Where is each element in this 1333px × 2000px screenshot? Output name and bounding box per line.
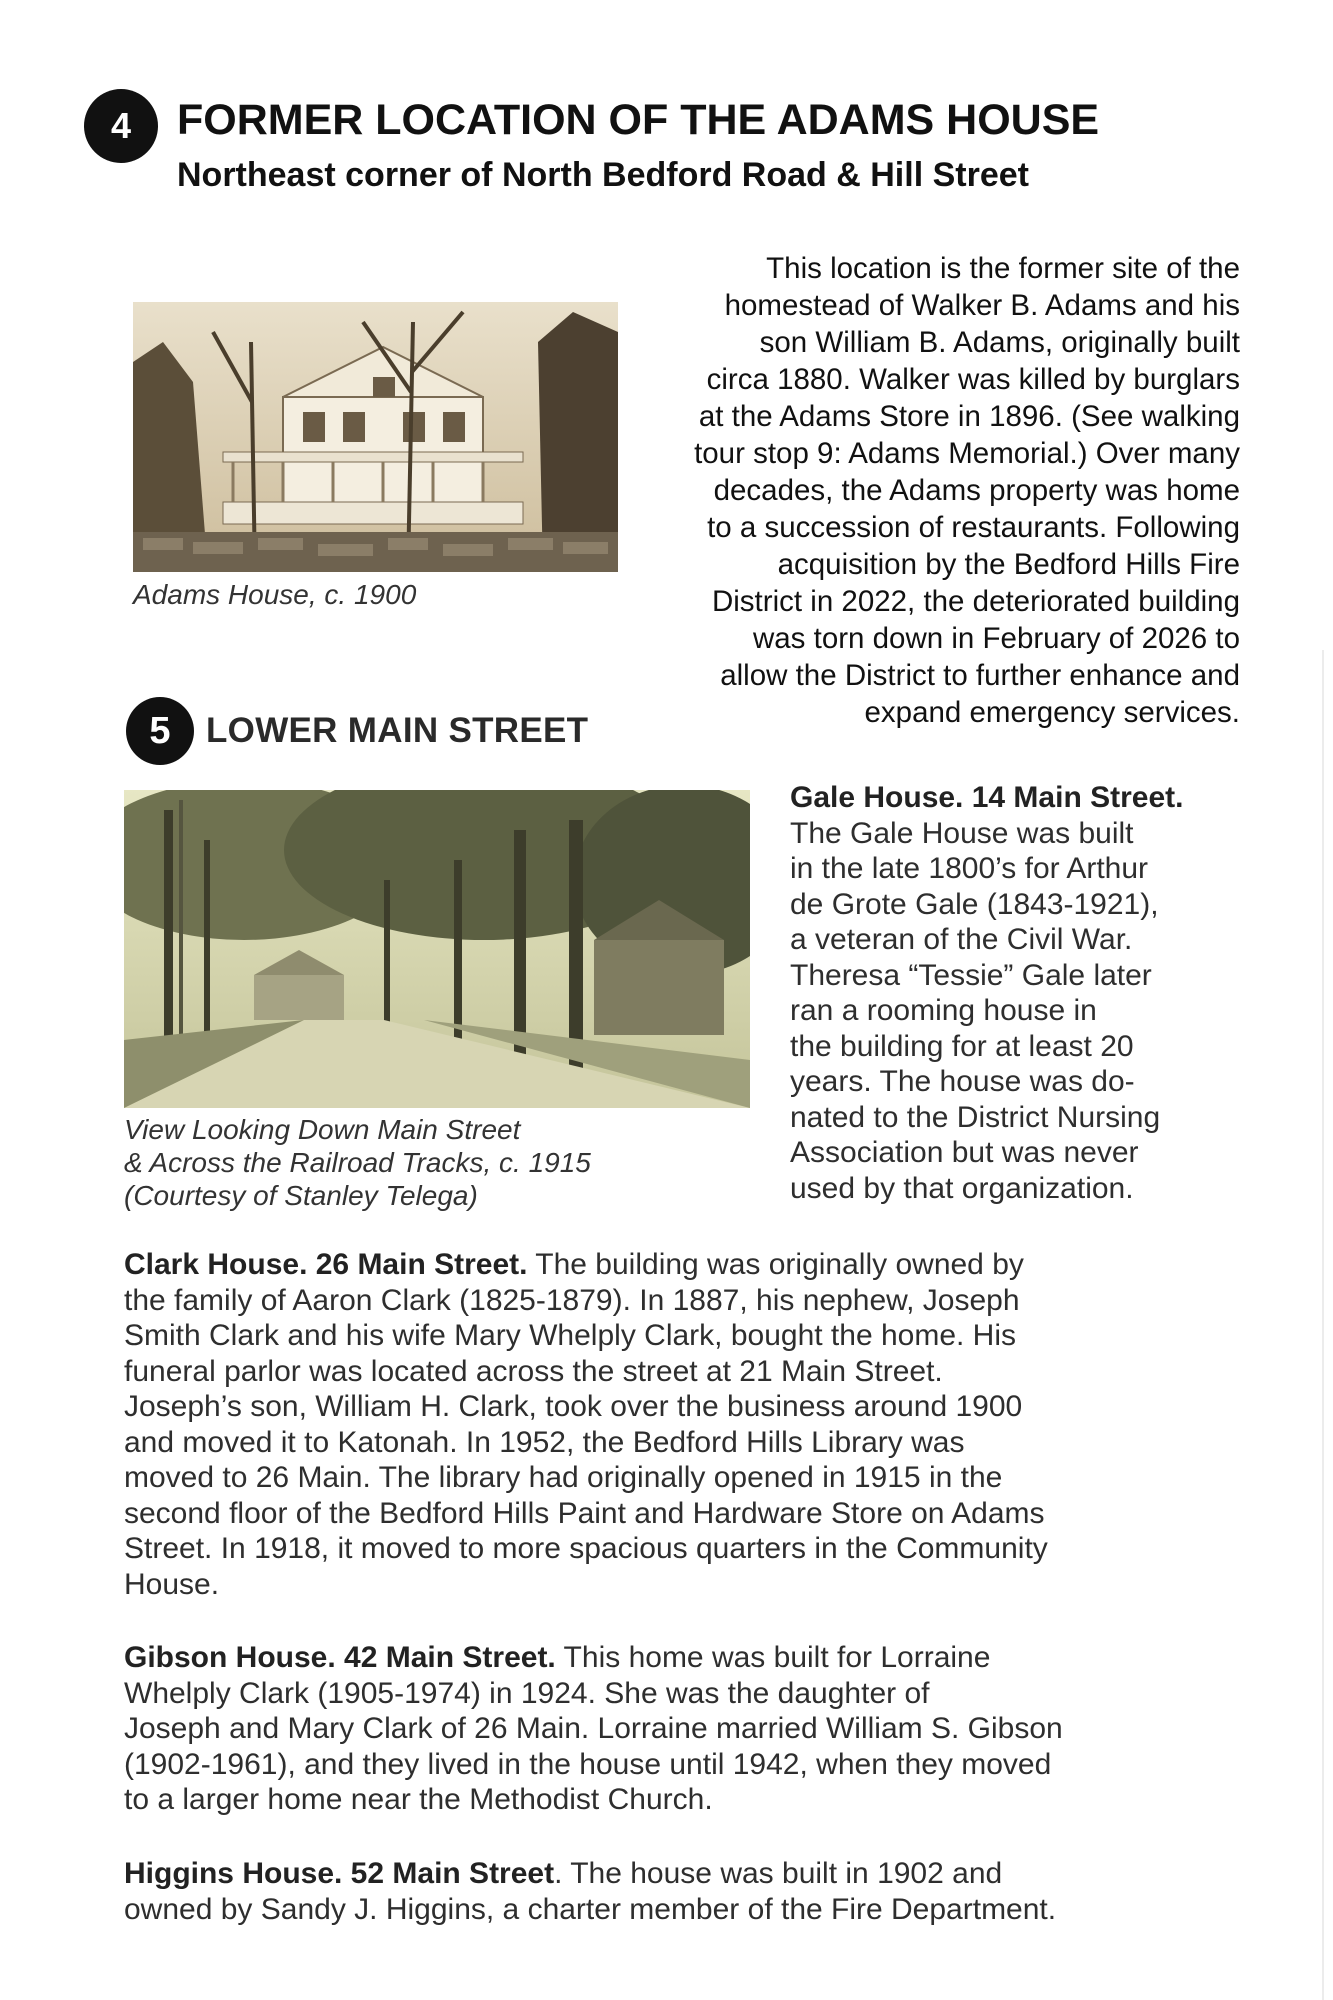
entry-line: and moved it to Katonah. In 1952, the Bedford Hills Library was xyxy=(124,1425,965,1459)
entry-text: This home was built for Lorraine xyxy=(555,1641,991,1674)
description-line: District in 2022, the deteriorated building xyxy=(711,585,1240,618)
page-edge-divider xyxy=(1322,650,1324,2000)
entry-line: House. xyxy=(124,1567,220,1601)
entry-line: second floor of the Bedford Hills Paint and Hardware Store on Adams xyxy=(124,1496,1045,1530)
stop-title: FORMER LOCATION OF THE ADAMS HOUSE xyxy=(177,96,1100,144)
entry-heading: Gibson House. 42 Main Street. xyxy=(124,1641,556,1674)
entry-line: Association but was never xyxy=(790,1136,1139,1169)
entry-line: ran a rooming house in xyxy=(790,994,1097,1027)
description-line: to a succession of restaurants. Following xyxy=(707,511,1240,544)
entry-heading: Clark House. 26 Main Street. xyxy=(124,1248,528,1281)
description-line: homestead of Walker B. Adams and his xyxy=(724,289,1240,322)
stop-number: 5 xyxy=(149,709,171,752)
entry-line: Joseph’s son, William H. Clark, took over the business around 1900 xyxy=(124,1390,1023,1423)
description-line: son William B. Adams, originally built xyxy=(759,326,1240,359)
description-line: decades, the Adams property was home xyxy=(713,474,1240,507)
main-street-illustration xyxy=(124,790,750,1108)
entry-line: a veteran of the Civil War. xyxy=(790,923,1133,956)
entry-heading: Higgins House. 52 Main Street xyxy=(124,1857,555,1890)
entry-line: to a larger home near the Methodist Church. xyxy=(124,1783,713,1816)
caption-line: View Looking Down Main Street xyxy=(124,1114,521,1145)
caption-line: & Across the Railroad Tracks, c. 1915 xyxy=(124,1147,591,1178)
gale-house-entry xyxy=(790,780,1260,1206)
entry-line: de Grote Gale (1843-1921), xyxy=(790,887,1159,921)
entry-line: Theresa “Tessie” Gale later xyxy=(790,958,1152,992)
stop-number: 4 xyxy=(110,105,132,146)
higgins-house-entry xyxy=(124,1856,1264,1927)
entry-line: moved to 26 Main. The library had originally opened in 1915 in the xyxy=(124,1461,1003,1494)
description-line: was torn down in February of 2026 to xyxy=(752,622,1240,655)
entry-text: The building was originally owned by xyxy=(527,1248,1024,1281)
entry-heading: Gale House. 14 Main Street. xyxy=(790,781,1184,814)
entry-line: Street. In 1918, it moved to more spacious quarters in the Community xyxy=(124,1532,1048,1565)
entry-line: (1902-1961), and they lived in the house until 1942, when they moved xyxy=(124,1747,1052,1781)
stop-location: Northeast corner of North Bedford Road & Hill Street xyxy=(177,156,1029,194)
entry-line: the family of Aaron Clark (1825-1879). In 1887, his nephew, Joseph xyxy=(124,1283,1020,1317)
stop-number-badge-5 xyxy=(126,697,194,765)
description-line: This location is the former site of the xyxy=(766,252,1240,285)
photo-caption: Adams House, c. 1900 xyxy=(133,579,417,610)
entry-line: used by that organization. xyxy=(790,1171,1134,1205)
description-line: at the Adams Store in 1896. (See walking xyxy=(698,400,1240,433)
stop-title: LOWER MAIN STREET xyxy=(206,711,589,750)
gibson-house-entry xyxy=(124,1640,1264,1818)
entry-line: funeral parlor was located across the street at 21 Main Street. xyxy=(124,1354,943,1388)
entry-line: nated to the District Nursing xyxy=(790,1100,1161,1134)
main-street-photo xyxy=(124,790,750,1108)
stop-description xyxy=(640,250,1240,731)
entry-line: years. The house was do- xyxy=(790,1065,1135,1098)
description-line: expand emergency services. xyxy=(864,696,1240,729)
clark-house-entry xyxy=(124,1247,1264,1602)
entry-line: in the late 1800’s for Arthur xyxy=(790,852,1149,885)
photo-caption xyxy=(124,1113,591,1212)
entry-line: the building for at least 20 xyxy=(790,1029,1134,1063)
entry-line: Joseph and Mary Clark of 26 Main. Lorraine married William S. Gibson xyxy=(124,1712,1063,1745)
caption-line: (Courtesy of Stanley Telega) xyxy=(124,1180,478,1211)
entry-text: . The house was built in 1902 and xyxy=(554,1857,1003,1890)
entry-line: The Gale House was built xyxy=(790,816,1134,850)
description-line: tour stop 9: Adams Memorial.) Over many xyxy=(694,437,1240,470)
entry-line: owned by Sandy J. Higgins, a charter member of the Fire Department. xyxy=(124,1892,1057,1926)
description-line: allow the District to further enhance and xyxy=(720,659,1240,692)
entry-line: Smith Clark and his wife Mary Whelply Clark, bought the home. His xyxy=(124,1319,1017,1352)
stop-number-badge-4 xyxy=(84,89,158,163)
description-line: acquisition by the Bedford Hills Fire xyxy=(777,548,1240,581)
adams-house-illustration xyxy=(133,302,618,572)
adams-house-photo xyxy=(133,302,618,572)
description-line: circa 1880. Walker was killed by burglars xyxy=(706,363,1240,396)
entry-line: Whelply Clark (1905-1974) in 1924. She was the daughter of xyxy=(124,1676,930,1710)
